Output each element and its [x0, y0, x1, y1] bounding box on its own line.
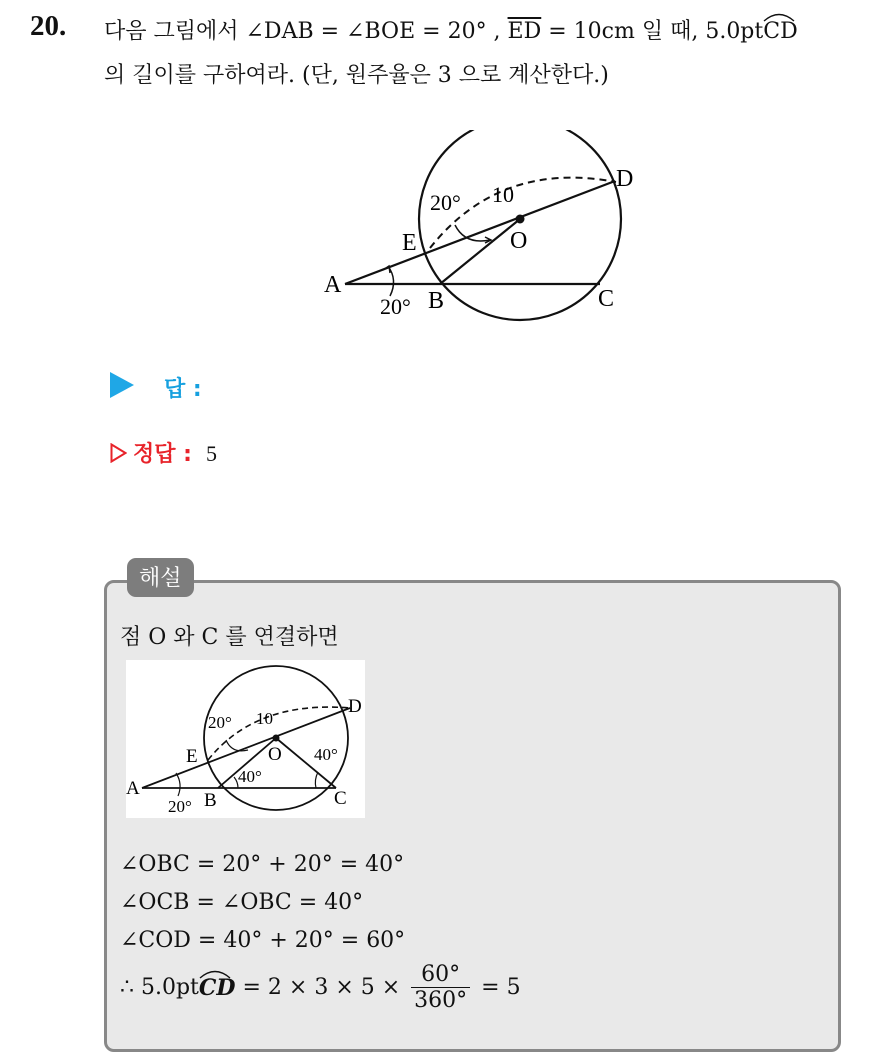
question-number: 20.	[30, 10, 67, 42]
step4-mid: = 2 × 3 × 5 ×	[235, 975, 408, 1000]
small-label-c: C	[334, 788, 347, 809]
step4-numerator: 60°	[411, 962, 470, 988]
answer-row	[110, 372, 202, 403]
angle-label-bottom: 20°	[380, 294, 411, 319]
step4-prefix: ∴ 5.0pt	[120, 975, 199, 1000]
explanation-step-2: ∠OCB = ∠OBC = 40°	[120, 890, 364, 915]
question-line-1	[104, 14, 798, 45]
small-label-e: E	[186, 746, 198, 767]
geometry-figure	[320, 130, 660, 334]
small-angle-b: 40°	[238, 767, 262, 786]
small-angle-top: 20°	[208, 713, 232, 732]
explanation-tag: 해설	[127, 558, 194, 597]
play-icon	[110, 372, 134, 398]
label-d: D	[616, 166, 634, 192]
question-line-2: 의 길이를 구하여라. (단, 원주율은 3 으로 계산한다.)	[104, 63, 609, 88]
step4-arc-mark	[199, 967, 231, 979]
small-angle-bottom: 20°	[168, 797, 192, 816]
outline-triangle-icon	[110, 443, 127, 463]
label-a: A	[324, 272, 342, 298]
label-c: C	[598, 286, 615, 312]
length-label: 10	[492, 182, 514, 207]
small-label-d: D	[348, 696, 362, 717]
arc-cd: CD	[763, 19, 797, 44]
correct-answer-row	[110, 437, 217, 468]
small-label-b: B	[204, 790, 217, 811]
explanation-figure	[126, 660, 365, 818]
small-label-o: O	[268, 744, 282, 765]
explanation-step-4	[120, 962, 521, 1013]
step4-fraction	[411, 962, 470, 1013]
small-label-a: A	[126, 778, 140, 799]
segment-ed: $\overline{ED}$	[507, 19, 542, 44]
label-b: B	[428, 288, 445, 314]
step4-arc: CD	[199, 975, 236, 1001]
label-e: E	[402, 230, 417, 256]
explanation-step-3: ∠COD = 40° + 20° = 60°	[120, 928, 406, 953]
angle-label-top: 20°	[430, 190, 461, 215]
answer-label: 답 :	[164, 377, 202, 402]
small-length: 10	[256, 709, 273, 728]
question-text-b: = 10cm 일 때, 5.0pt	[541, 19, 764, 44]
step4-end: = 5	[474, 975, 521, 1000]
step4-denominator: 360°	[414, 988, 468, 1013]
question-text-a: 다음 그림에서 ∠DAB = ∠BOE = 20° ,	[104, 19, 508, 44]
arc-mark	[763, 10, 795, 22]
explanation-intro: 점 O 와 C 를 연결하면	[120, 625, 339, 650]
label-o: O	[510, 228, 528, 254]
explanation-step-1: ∠OBC = 20° + 20° = 40°	[120, 852, 405, 877]
correct-answer-label: 정답 :	[133, 442, 192, 467]
small-angle-c: 40°	[314, 745, 338, 764]
correct-answer-value: 5	[205, 441, 217, 466]
